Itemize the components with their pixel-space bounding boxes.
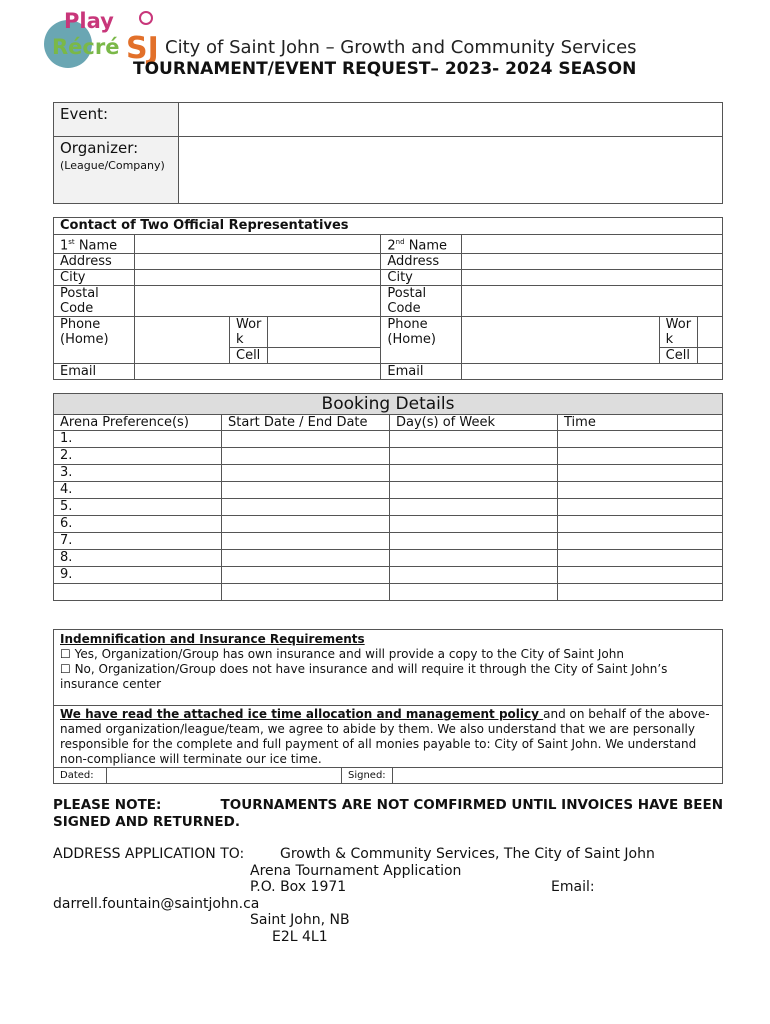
table-cell[interactable] bbox=[222, 533, 390, 550]
rep2-postal-input[interactable] bbox=[462, 286, 723, 317]
rep1-email-label: Email bbox=[54, 364, 135, 380]
row-number: 8. bbox=[54, 550, 222, 567]
booking-table bbox=[53, 393, 723, 601]
col-arena: Arena Preference(s) bbox=[54, 415, 222, 431]
contacts-title: Contact of Two Official Representatives bbox=[54, 218, 723, 235]
checkbox-icon[interactable]: ☐ bbox=[60, 662, 71, 676]
table-cell[interactable] bbox=[222, 584, 390, 601]
organizer-sub: (League/Company) bbox=[60, 159, 165, 172]
table-row bbox=[54, 567, 723, 584]
table-row bbox=[54, 516, 723, 533]
rep2-cell-label: Cell bbox=[659, 348, 697, 364]
table-cell[interactable] bbox=[390, 516, 558, 533]
address-line-1: Growth & Community Services, The City of Saint John bbox=[280, 846, 655, 862]
logo-play: Play bbox=[64, 9, 114, 33]
rep2-city-input[interactable] bbox=[462, 270, 723, 286]
agreement-heading: We have read the attached ice time allocation and management policy bbox=[60, 707, 544, 721]
agreement-text: and on behalf of the above-named organization/league/team, we agree to abide by them. We also understand that we are personally responsible for the complete and full payment of all monies payable to: City of Saint John. We understand non-compliance will terminate our ice time. bbox=[60, 707, 710, 766]
event-label: Event: bbox=[54, 103, 179, 137]
rep1-phone-input[interactable] bbox=[135, 317, 230, 364]
table-row bbox=[54, 465, 723, 482]
insurance-table bbox=[53, 629, 723, 784]
table-cell[interactable] bbox=[558, 516, 723, 533]
table-cell[interactable] bbox=[390, 431, 558, 448]
booking-title: Booking Details bbox=[54, 394, 723, 415]
table-cell[interactable] bbox=[558, 550, 723, 567]
table-cell[interactable] bbox=[558, 499, 723, 516]
email-label: Email: bbox=[551, 879, 595, 895]
table-row bbox=[54, 550, 723, 567]
rep1-cell-label: Cell bbox=[230, 348, 268, 364]
table-cell[interactable] bbox=[222, 482, 390, 499]
table-cell[interactable] bbox=[390, 584, 558, 601]
table-row bbox=[54, 431, 723, 448]
table-cell[interactable] bbox=[558, 482, 723, 499]
rep1-work-input[interactable] bbox=[268, 317, 381, 348]
insurance-no-option[interactable]: ☐ No, Organization/Group does not have insurance and will require it through the City of Saint John’s insurance center bbox=[60, 662, 668, 691]
rep2-address-label: Address bbox=[381, 254, 462, 270]
logo-recre: Récré bbox=[52, 35, 120, 59]
table-cell[interactable] bbox=[222, 516, 390, 533]
row-number bbox=[54, 584, 222, 601]
table-row bbox=[54, 448, 723, 465]
rep1-name-label: 1st Name bbox=[54, 235, 135, 254]
table-row bbox=[54, 584, 723, 601]
table-row bbox=[54, 482, 723, 499]
table-cell[interactable] bbox=[558, 584, 723, 601]
rep1-postal-label: Postal Code bbox=[54, 286, 135, 317]
organizer-label: Organizer: bbox=[60, 139, 139, 157]
table-cell[interactable] bbox=[222, 550, 390, 567]
note-text: TOURNAMENTS ARE NOT COMFIRMED UNTIL INVOICES HAVE BEEN bbox=[220, 797, 723, 813]
note-label: PLEASE NOTE: bbox=[53, 797, 162, 813]
col-time: Time bbox=[558, 415, 723, 431]
table-cell[interactable] bbox=[558, 567, 723, 584]
dated-label: Dated: bbox=[54, 768, 107, 784]
table-cell[interactable] bbox=[222, 448, 390, 465]
table-cell[interactable] bbox=[390, 499, 558, 516]
row-number: 7. bbox=[54, 533, 222, 550]
email-link[interactable]: darrell.fountain@saintjohn.ca bbox=[53, 896, 260, 912]
rep2-email-input[interactable] bbox=[462, 364, 723, 380]
rep1-name-input[interactable] bbox=[135, 235, 381, 254]
table-cell[interactable] bbox=[222, 499, 390, 516]
table-cell[interactable] bbox=[222, 567, 390, 584]
table-cell[interactable] bbox=[558, 448, 723, 465]
address-line-4: Saint John, NB bbox=[250, 912, 350, 928]
rep1-address-input[interactable] bbox=[135, 254, 381, 270]
rep2-name-label: 2nd Name bbox=[381, 235, 462, 254]
table-cell[interactable] bbox=[390, 567, 558, 584]
rep2-postal-label: Postal Code bbox=[381, 286, 462, 317]
table-cell[interactable] bbox=[390, 448, 558, 465]
row-number: 9. bbox=[54, 567, 222, 584]
checkbox-icon[interactable]: ☐ bbox=[60, 647, 71, 661]
rep2-city-label: City bbox=[381, 270, 462, 286]
row-number: 4. bbox=[54, 482, 222, 499]
note-block bbox=[53, 797, 723, 831]
row-number: 1. bbox=[54, 431, 222, 448]
dated-input[interactable] bbox=[107, 768, 342, 784]
rep1-city-label: City bbox=[54, 270, 135, 286]
rep1-phone-label: Phone (Home) bbox=[54, 317, 135, 364]
address-label: ADDRESS APPLICATION TO: bbox=[53, 846, 245, 862]
row-number: 6. bbox=[54, 516, 222, 533]
page-title: TOURNAMENT/EVENT REQUEST– 2023- 2024 SEASON bbox=[133, 59, 637, 79]
insurance-yes-option[interactable]: ☐ Yes, Organization/Group has own insurance and will provide a copy to the City of Saint John bbox=[60, 647, 624, 661]
contacts-table bbox=[53, 217, 723, 380]
table-row bbox=[54, 533, 723, 550]
table-cell[interactable] bbox=[222, 431, 390, 448]
table-cell[interactable] bbox=[222, 465, 390, 482]
col-days: Day(s) of Week bbox=[390, 415, 558, 431]
rep2-email-label: Email bbox=[381, 364, 462, 380]
address-line-2: Arena Tournament Application bbox=[250, 863, 462, 879]
address-line-5: E2L 4L1 bbox=[272, 929, 328, 945]
table-cell[interactable] bbox=[390, 533, 558, 550]
col-dates: Start Date / End Date bbox=[222, 415, 390, 431]
table-cell[interactable] bbox=[390, 465, 558, 482]
rep2-address-input[interactable] bbox=[462, 254, 723, 270]
rep1-email-input[interactable] bbox=[135, 364, 381, 380]
rep1-city-input[interactable] bbox=[135, 270, 381, 286]
rep2-cell-input[interactable] bbox=[698, 348, 723, 364]
event-input[interactable] bbox=[179, 103, 723, 137]
note-text-2: SIGNED AND RETURNED. bbox=[53, 814, 240, 830]
rep2-phone-label: Phone (Home) bbox=[381, 317, 462, 364]
row-number: 3. bbox=[54, 465, 222, 482]
row-number: 5. bbox=[54, 499, 222, 516]
rep2-work-input[interactable] bbox=[698, 317, 723, 348]
table-cell[interactable] bbox=[558, 431, 723, 448]
table-cell[interactable] bbox=[558, 533, 723, 550]
table-cell[interactable] bbox=[558, 465, 723, 482]
rep1-postal-input[interactable] bbox=[135, 286, 381, 317]
logo-sj: SJ bbox=[126, 31, 159, 66]
row-number: 2. bbox=[54, 448, 222, 465]
signed-input[interactable] bbox=[393, 768, 723, 784]
rep1-cell-input[interactable] bbox=[268, 348, 381, 364]
table-row bbox=[54, 499, 723, 516]
rep2-work-label: Wor k bbox=[659, 317, 697, 348]
org-name: City of Saint John – Growth and Community Services bbox=[165, 37, 637, 58]
rep2-phone-input[interactable] bbox=[462, 317, 659, 364]
event-table bbox=[53, 102, 723, 204]
organizer-input[interactable] bbox=[179, 137, 723, 204]
table-cell[interactable] bbox=[390, 550, 558, 567]
rep1-address-label: Address bbox=[54, 254, 135, 270]
rep1-work-label: Wor k bbox=[230, 317, 268, 348]
signed-label: Signed: bbox=[342, 768, 393, 784]
rep2-name-input[interactable] bbox=[462, 235, 723, 254]
address-line-3: P.O. Box 1971 bbox=[250, 879, 347, 895]
insurance-heading: Indemnification and Insurance Requirements bbox=[60, 632, 365, 646]
table-cell[interactable] bbox=[390, 482, 558, 499]
